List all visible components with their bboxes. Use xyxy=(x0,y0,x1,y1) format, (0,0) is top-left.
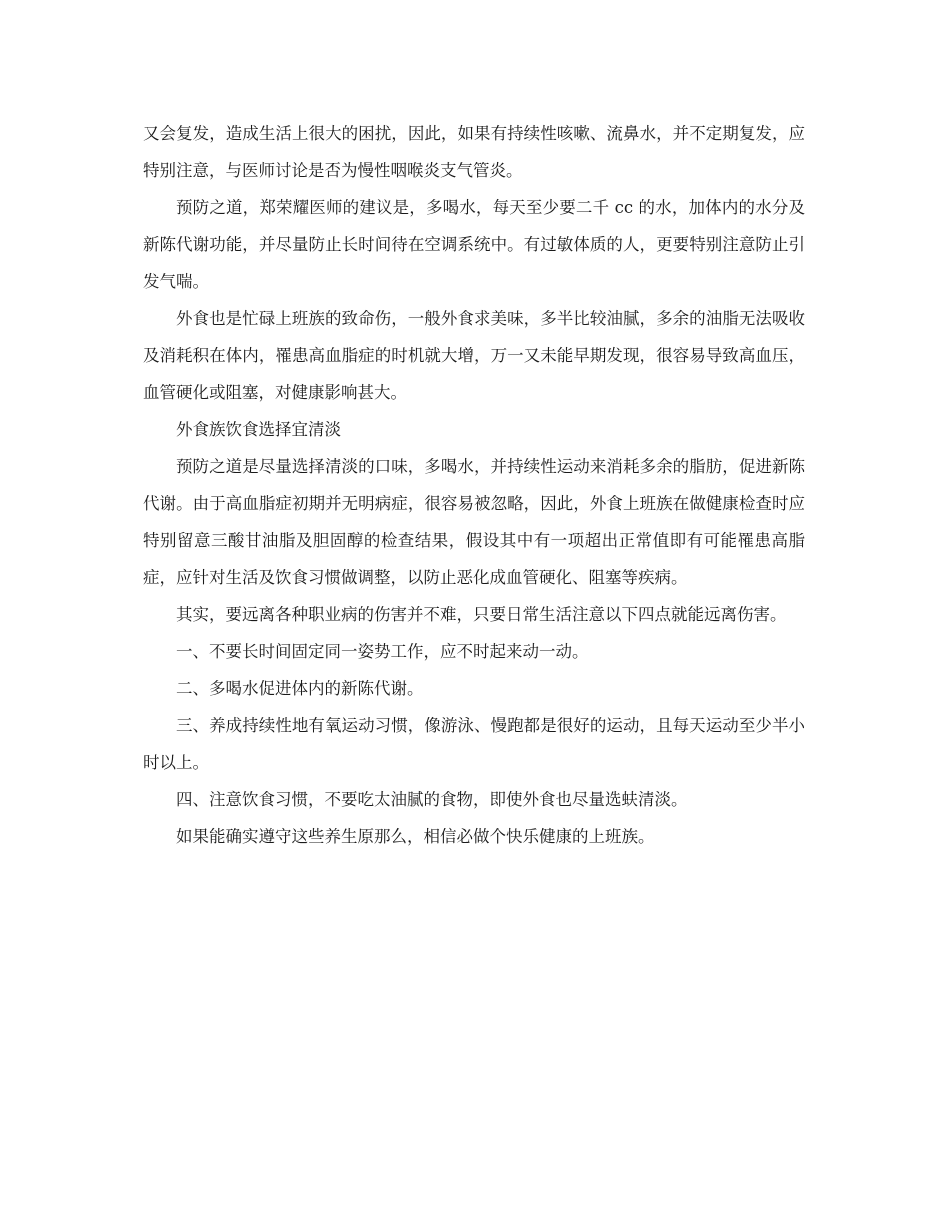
list-item-three: 三、养成持续性地有氧运动习惯，像游泳、慢跑都是很好的运动，且每天运动至少半小时以上。 xyxy=(143,716,805,772)
paragraph-prevention-diet: 预防之道是尽量选择清淡的口味，多喝水，并持续性运动来消耗多余的脂肪，促进新陈代谢。由于高血脂症初期并无明病症，很容易被忽略，因此，外食上班族在做健康检查时应特别留意三酸甘油脂及胆固醇的检查结果，假设其中有一项超出正常值即有可能罹患高脂症，应针对生活及饮食习惯做调整，以防止恶化成血管硬化、阻塞等疾病。 xyxy=(143,457,805,587)
section-subheading: 外食族饮食选择宜清淡 xyxy=(176,420,341,439)
paragraph-continuation: 又会复发，造成生活上很大的困扰，因此，如果有持续性咳嗽、流鼻水，并不定期复发，应特别注意，与医师讨论是否为慢性咽喉炎支气管炎。 xyxy=(143,124,805,180)
list-item-two: 二、多喝水促进体内的新陈代谢。 xyxy=(176,679,424,698)
list-item-four: 四、注意饮食习惯，不要吃太油腻的食物，即使外食也尽量选蚨清淡。 xyxy=(176,790,688,809)
paragraph-conclusion: 如果能确实遵守这些养生原那么，相信必做个快乐健康的上班族。 xyxy=(176,827,655,846)
paragraph-prevention-advice: 预防之道，郑荣耀医师的建议是，多喝水，每天至少要二千 cc 的水，加体内的水分及新陈代谢功能，并尽量防止长时间待在空调系统中。有过敏体质的人，更要特别注意防止引发气喘。 xyxy=(143,198,805,291)
list-item-one: 一、不要长时间固定同一姿势工作，应不时起来动一动。 xyxy=(176,642,589,661)
document-body xyxy=(143,115,805,855)
paragraph-four-points-intro: 其实，要远离各种职业病的伤害并不难，只要日常生活注意以下四点就能远离伤害。 xyxy=(176,605,787,624)
paragraph-eating-out: 外食也是忙碌上班族的致命伤，一般外食求美味，多半比较油腻，多余的油脂无法吸收及消耗积在体内，罹患高血脂症的时机就大增，万一又未能早期发现，很容易导致高血压，血管硬化或阻塞，对健康影响甚大。 xyxy=(143,309,805,402)
